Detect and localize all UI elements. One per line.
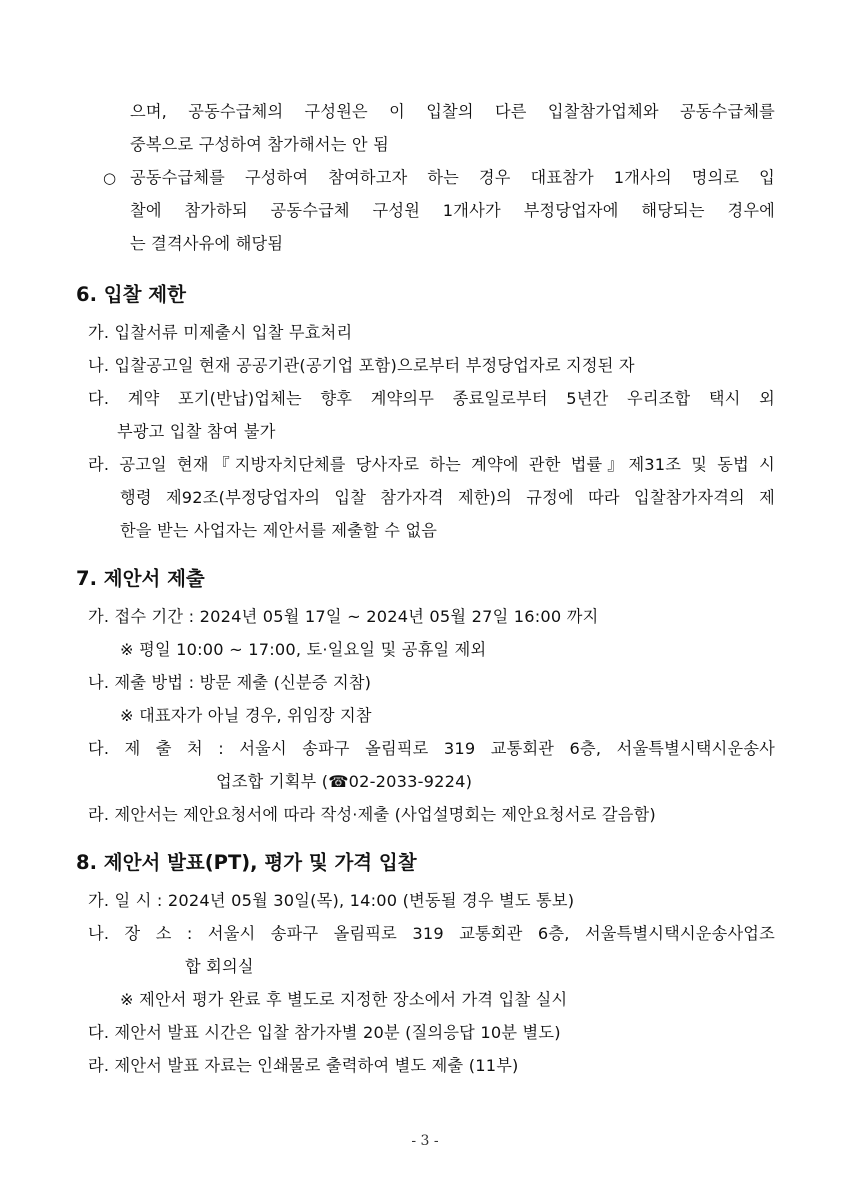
s7-item-b-note: ※ 대표자가 아닐 경우, 위임장 지참: [120, 706, 372, 725]
s6-item-a: 가. 입찰서류 미제출시 입찰 무효처리: [88, 323, 353, 342]
s8-item-a: 가. 일 시 : 2024년 05월 30일(목), 14:00 (변동될 경우 별도 통보): [88, 891, 575, 910]
intro-bullet-line-1: 공동수급체를 구성하여 참여하고자 하는 경우 대표참가 1개사의 명의로 입: [130, 168, 775, 187]
s7-item-a-note: ※ 평일 10:00 ~ 17:00, 토·일요일 및 공휴일 제외: [120, 640, 487, 659]
s8-item-c: 다. 제안서 발표 시간은 입찰 참가자별 20분 (질의응답 10분 별도): [88, 1023, 561, 1042]
intro-bullet-line-3: 는 결격사유에 해당됨: [130, 234, 284, 253]
intro-line-1: 으며, 공동수급체의 구성원은 이 입찰의 다른 입찰참가업체와 공동수급체를: [130, 102, 775, 121]
s6-item-d-line-2: 행령 제92조(부정당업자의 입찰 참가자격 제한)의 규정에 따라 입찰참가자격의 제: [120, 488, 775, 507]
intro-line-2: 중복으로 구성하여 참가해서는 안 됨: [130, 135, 389, 154]
s8-item-b-note: ※ 제안서 평가 완료 후 별도로 지정한 장소에서 가격 입찰 실시: [120, 990, 568, 1009]
s8-item-d: 라. 제안서 발표 자료는 인쇄물로 출력하여 별도 제출 (11부): [88, 1056, 519, 1075]
section-7-heading: 7. 제안서 제출: [76, 567, 205, 590]
s6-item-d-line-3: 한을 받는 사업자는 제안서를 제출할 수 없음: [120, 521, 438, 540]
s7-item-d: 라. 제안서는 제안요청서에 따라 작성·제출 (사업설명회는 제안요청서로 갈음함): [88, 805, 656, 824]
s6-item-c-line-2: 부광고 입찰 참여 불가: [117, 422, 276, 441]
s7-item-c-line-1: 다. 제 출 처 : 서울시 송파구 올림픽로 319 교통회관 6층, 서울특별시택시운송사: [88, 739, 775, 758]
s7-item-a: 가. 접수 기간 : 2024년 05월 17일 ~ 2024년 05월 27일 16:00 까지: [88, 607, 599, 626]
page-number: - 3 -: [411, 1133, 439, 1149]
s6-item-c-line-1: 다. 계약 포기(반납)업체는 향후 계약의무 종료일로부터 5년간 우리조합 택시 외: [88, 389, 775, 408]
s7-item-b: 나. 제출 방법 : 방문 제출 (신분증 지참): [88, 673, 372, 692]
bullet-circle-icon: ○: [103, 169, 117, 187]
intro-bullet-line-2: 찰에 참가하되 공동수급체 구성원 1개사가 부정당업자에 해당되는 경우에: [130, 201, 775, 220]
section-6-heading: 6. 입찰 제한: [76, 283, 186, 306]
s6-item-b: 나. 입찰공고일 현재 공공기관(공기업 포함)으로부터 부정당업자로 지정된 자: [88, 356, 635, 375]
s8-item-b-line-2: 합 회의실: [185, 957, 254, 976]
s7-item-c-line-2: 업조합 기획부 (☎02-2033-9224): [216, 772, 473, 791]
s8-item-b-line-1: 나. 장 소 : 서울시 송파구 올림픽로 319 교통회관 6층, 서울특별시택시운송사업조: [88, 924, 775, 943]
s6-item-d-line-1: 라. 공고일 현재『지방자치단체를 당사자로 하는 계약에 관한 법률』제31조 및 동법 시: [88, 455, 775, 474]
section-8-heading: 8. 제안서 발표(PT), 평가 및 가격 입찰: [76, 851, 417, 874]
